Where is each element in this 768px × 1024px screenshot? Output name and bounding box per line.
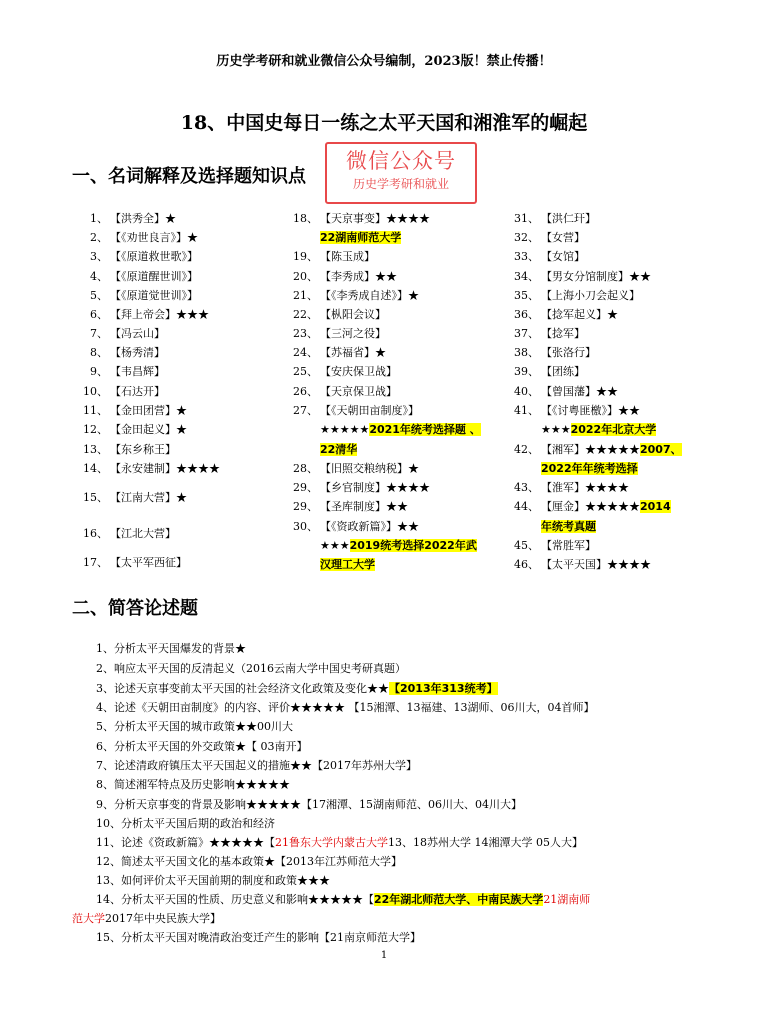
term-text: 【《李秀成自述》】★	[320, 289, 419, 302]
term-number: 18、	[293, 212, 318, 225]
term-item	[503, 268, 651, 284]
question-number: 10、	[96, 817, 121, 830]
term-number: 25、	[293, 365, 318, 378]
question-number: 6、	[96, 740, 114, 753]
term-number: 23、	[293, 327, 318, 340]
term-item	[78, 268, 198, 284]
term-text: 【《劝世良言》】★	[110, 231, 198, 244]
term-item	[503, 441, 682, 457]
term-number: 24、	[293, 346, 318, 359]
question-item	[96, 929, 421, 945]
term-number: 46、	[514, 558, 539, 571]
term-number: 6、	[90, 308, 108, 321]
term-item	[282, 268, 397, 284]
question-item	[96, 872, 330, 888]
term-text: 【苏福省】★	[320, 346, 386, 359]
question-number: 15、	[96, 931, 121, 944]
term-item	[78, 441, 176, 457]
question-red-text: 21湖南师	[543, 893, 591, 906]
term-item	[503, 402, 640, 418]
term-number: 36、	[514, 308, 539, 321]
term-number: 44、	[514, 500, 539, 513]
term-item	[282, 363, 397, 379]
term-number: 20、	[293, 270, 318, 283]
term-number: 30、	[293, 520, 318, 533]
question-text: 如何评价太平天国前期的制度和政策★★★	[121, 874, 330, 887]
term-item	[503, 229, 585, 245]
term-item	[503, 325, 585, 341]
stamp-line1: 微信公众号	[346, 149, 456, 173]
term-item	[282, 306, 386, 322]
term-highlight: 2014	[640, 500, 671, 513]
term-text: 【陈玉成】	[320, 250, 375, 263]
term-item	[503, 383, 618, 399]
term-text: 【杨秀清】	[110, 346, 165, 359]
term-number: 35、	[514, 289, 539, 302]
term-text: 【石达开】	[110, 385, 165, 398]
term-item	[282, 441, 357, 457]
term-item	[282, 325, 386, 341]
term-text: 【安庆保卫战】	[320, 365, 397, 378]
question-text: 分析太平天国的外交政策★【 03南开】	[114, 740, 308, 753]
question-number: 9、	[96, 798, 114, 811]
term-number: 42、	[514, 443, 539, 456]
term-item	[78, 210, 176, 226]
term-item	[503, 363, 585, 379]
term-item	[282, 460, 419, 476]
term-number: 16、	[83, 527, 108, 540]
term-item	[503, 306, 618, 322]
term-text: 【韦昌辉】	[110, 365, 165, 378]
term-number: 29、	[293, 481, 318, 494]
term-text: 【太平天国】★★★★	[541, 558, 651, 571]
question-item	[96, 757, 417, 773]
term-item	[282, 229, 401, 245]
term-text: 【旧照交粮纳税】★	[320, 462, 419, 475]
term-number: 17、	[83, 556, 108, 569]
page-number: 1	[380, 950, 388, 961]
question-number: 14、	[96, 893, 121, 906]
term-item	[282, 383, 397, 399]
term-text: 【洪秀全】★	[110, 212, 176, 225]
question-text: 分析太平天国的性质、历史意义和影响★★★★★【	[121, 893, 374, 906]
question-item	[96, 891, 590, 907]
term-highlight: 2021年统考选择题 、	[369, 423, 481, 436]
question-number: 5、	[96, 720, 114, 733]
term-number: 32、	[514, 231, 539, 244]
term-item	[282, 421, 481, 437]
term-text: 【湘军】★★★★★	[541, 443, 640, 456]
term-item	[78, 229, 198, 245]
term-number: 10、	[83, 385, 108, 398]
question-item	[96, 834, 583, 850]
term-number: 12、	[83, 423, 108, 436]
term-number: 2、	[90, 231, 108, 244]
term-number: 13、	[83, 443, 108, 456]
term-highlight: 2019统考选择2022年武	[349, 539, 477, 552]
section-heading-terms: 一、名词解释及选择题知识点	[72, 166, 306, 187]
question-text: 分析太平天国后期的政治和经济	[121, 817, 275, 830]
term-item	[282, 210, 430, 226]
term-item	[503, 287, 640, 303]
term-number: 4、	[90, 270, 108, 283]
question-highlight: 22年湖北师范大学、中南民族大学	[374, 893, 544, 906]
term-text: ★★★	[320, 539, 350, 552]
term-item	[78, 287, 198, 303]
question-text: 论述《资政新篇》★★★★★【	[121, 836, 275, 849]
term-item	[282, 518, 419, 534]
term-item	[78, 344, 165, 360]
term-item	[78, 402, 187, 418]
term-highlight: 汉理工大学	[320, 558, 375, 571]
term-text: 【天京事变】★★★★	[320, 212, 430, 225]
term-number: 11、	[83, 404, 108, 417]
question-number: 4、	[96, 701, 114, 714]
term-number: 31、	[514, 212, 539, 225]
term-number: 45、	[514, 539, 539, 552]
term-number: 21、	[293, 289, 318, 302]
term-text: 【拜上帝会】★★★	[110, 308, 209, 321]
question-red-text: 21鲁东大学内蒙古大学	[275, 836, 388, 849]
question-text: 论述《天朝田亩制度》的内容、评价★★★★★ 【15湘潭、13福建、13湖师、06川大，04首师】	[114, 701, 595, 714]
term-number: 41、	[514, 404, 539, 417]
question-item	[96, 680, 498, 696]
term-item	[78, 306, 209, 322]
term-text: 【厘金】★★★★★	[541, 500, 640, 513]
term-item	[503, 344, 596, 360]
question-text: 论述清政府镇压太平天国起义的措施★★【2017年苏州大学】	[114, 759, 417, 772]
term-text: 【江北大营】	[110, 527, 176, 540]
question-text: 简述太平天国文化的基本政策★【2013年江苏师范大学】	[121, 855, 402, 868]
wechat-stamp	[325, 142, 477, 204]
term-number: 28、	[293, 462, 318, 475]
term-text: 【《资政新篇》】★★	[320, 520, 419, 533]
term-highlight: 2007、	[640, 443, 682, 456]
question-text: 响应太平天国的反清起义（2016云南大学中国史考研真题）	[114, 662, 406, 675]
question-number: 11、	[96, 836, 121, 849]
term-item	[78, 363, 165, 379]
term-item	[282, 498, 408, 514]
question-number: 12、	[96, 855, 121, 868]
question-red-text: 范大学	[72, 912, 105, 925]
term-item	[503, 537, 596, 553]
term-number: 27、	[293, 404, 318, 417]
term-item	[282, 287, 419, 303]
question-text: 分析天京事变的背景及影响★★★★★【17湘潭、15湖南师范、06川大、04川大】	[114, 798, 522, 811]
term-number: 9、	[90, 365, 108, 378]
term-text: 【洪仁玕】	[541, 212, 596, 225]
term-text: 【天京保卫战】	[320, 385, 397, 398]
term-item	[78, 383, 165, 399]
term-item	[78, 325, 165, 341]
question-number: 3、	[96, 682, 114, 695]
term-number: 15、	[83, 491, 108, 504]
page-title: 18、中国史每日一练之太平天国和湘淮军的崛起	[180, 112, 588, 134]
page-header: 历史学考研和就业微信公众号编制，2023版！禁止传播！	[216, 54, 552, 69]
question-number: 2、	[96, 662, 114, 675]
term-number: 5、	[90, 289, 108, 302]
term-item	[503, 460, 638, 476]
term-item	[503, 479, 629, 495]
term-text: 【金田起义】★	[110, 423, 187, 436]
term-text: 【上海小刀会起义】	[541, 289, 640, 302]
question-highlight: 【2013年313统考】	[389, 682, 498, 695]
term-number: 38、	[514, 346, 539, 359]
term-item	[282, 537, 477, 553]
question-text-tail: 13、18苏州大学 14湘潭大学 05人大】	[388, 836, 583, 849]
question-text-tail: 2017年中央民族大学】	[105, 912, 221, 925]
term-item	[282, 248, 375, 264]
term-item	[282, 402, 419, 418]
question-item	[96, 699, 594, 715]
term-highlight: 年统考真题	[541, 520, 596, 533]
term-text: 【江南大营】★	[110, 491, 187, 504]
term-item	[78, 489, 187, 505]
term-number: 22、	[293, 308, 318, 321]
stamp-line2: 历史学考研和就业	[352, 177, 449, 191]
term-text: 【《原道救世歌》】	[110, 250, 198, 263]
question-item	[96, 796, 522, 812]
term-text: 【《原道觉世训》】	[110, 289, 198, 302]
term-text: 【女营】	[541, 231, 585, 244]
term-item	[78, 460, 220, 476]
term-text: 【太平军西征】	[110, 556, 187, 569]
term-text: 【冯云山】	[110, 327, 165, 340]
term-highlight: 22清华	[320, 443, 358, 456]
term-number: 34、	[514, 270, 539, 283]
term-text: 【女馆】	[541, 250, 585, 263]
term-text: 【圣库制度】★★	[320, 500, 408, 513]
term-number: 33、	[514, 250, 539, 263]
term-item	[503, 518, 596, 534]
term-item	[503, 556, 651, 572]
term-text: 【常胜军】	[541, 539, 596, 552]
term-text: 【《讨粤匪檄》】★★	[541, 404, 640, 417]
term-number: 8、	[90, 346, 108, 359]
term-number: 26、	[293, 385, 318, 398]
term-text: 【永安建制】★★★★	[110, 462, 220, 475]
term-number: 14、	[83, 462, 108, 475]
term-text: 【东乡称王】	[110, 443, 176, 456]
term-text: 【《天朝田亩制度》】	[320, 404, 419, 417]
question-item	[96, 815, 275, 831]
term-item	[78, 421, 187, 437]
question-item	[96, 853, 402, 869]
question-number: 8、	[96, 778, 114, 791]
term-item	[78, 525, 176, 541]
question-item	[72, 910, 221, 926]
term-text: 【曾国藩】★★	[541, 385, 618, 398]
question-item	[96, 660, 406, 676]
term-number: 7、	[90, 327, 108, 340]
term-text: ★★★	[541, 423, 571, 436]
term-number: 43、	[514, 481, 539, 494]
question-number: 7、	[96, 759, 114, 772]
term-text: 【男女分馆制度】★★	[541, 270, 651, 283]
term-number: 3、	[90, 250, 108, 263]
term-text: 【团练】	[541, 365, 585, 378]
question-text: 分析太平天国对晚清政治变迁产生的影响【21南京师范大学】	[121, 931, 421, 944]
question-number: 1、	[96, 642, 114, 655]
question-text: 分析太平天国的城市政策★★00川大	[114, 720, 293, 733]
term-item	[503, 248, 585, 264]
term-highlight: 22湖南师范大学	[320, 231, 402, 244]
term-text: 【捻军起义】★	[541, 308, 618, 321]
term-item	[503, 498, 671, 514]
term-number: 40、	[514, 385, 539, 398]
term-number: 37、	[514, 327, 539, 340]
term-item	[282, 556, 375, 572]
term-text: 【金田团营】★	[110, 404, 187, 417]
term-text: 【捻军】	[541, 327, 585, 340]
question-number: 13、	[96, 874, 121, 887]
question-text: 简述湘军特点及历史影响★★★★★	[114, 778, 290, 791]
term-highlight: 2022年年统考选择	[541, 462, 638, 475]
term-text: 【枞阳会议】	[320, 308, 386, 321]
term-text: 【乡官制度】★★★★	[320, 481, 430, 494]
term-text: 【三河之役】	[320, 327, 386, 340]
question-item	[96, 738, 308, 754]
term-text: ★★★★★	[320, 423, 370, 436]
term-item	[282, 344, 386, 360]
term-text: 【李秀成】★★	[320, 270, 397, 283]
term-item	[78, 554, 187, 570]
question-item	[96, 776, 290, 792]
term-text: 【《原道醒世训》】	[110, 270, 198, 283]
term-item	[503, 210, 596, 226]
section-heading-questions: 二、简答论述题	[72, 598, 198, 619]
term-item	[503, 421, 656, 437]
term-text: 【张洛行】	[541, 346, 596, 359]
term-number: 19、	[293, 250, 318, 263]
term-number: 1、	[90, 212, 108, 225]
term-highlight: 2022年北京大学	[570, 423, 657, 436]
term-number: 39、	[514, 365, 539, 378]
term-item	[282, 479, 430, 495]
question-item	[96, 640, 246, 656]
question-text: 分析太平天国爆发的背景★	[114, 642, 246, 655]
question-item	[96, 718, 293, 734]
question-text: 论述天京事变前太平天国的社会经济文化政策及变化★★	[114, 682, 389, 695]
term-text: 【淮军】★★★★	[541, 481, 629, 494]
term-number: 29、	[293, 500, 318, 513]
term-item	[78, 248, 198, 264]
